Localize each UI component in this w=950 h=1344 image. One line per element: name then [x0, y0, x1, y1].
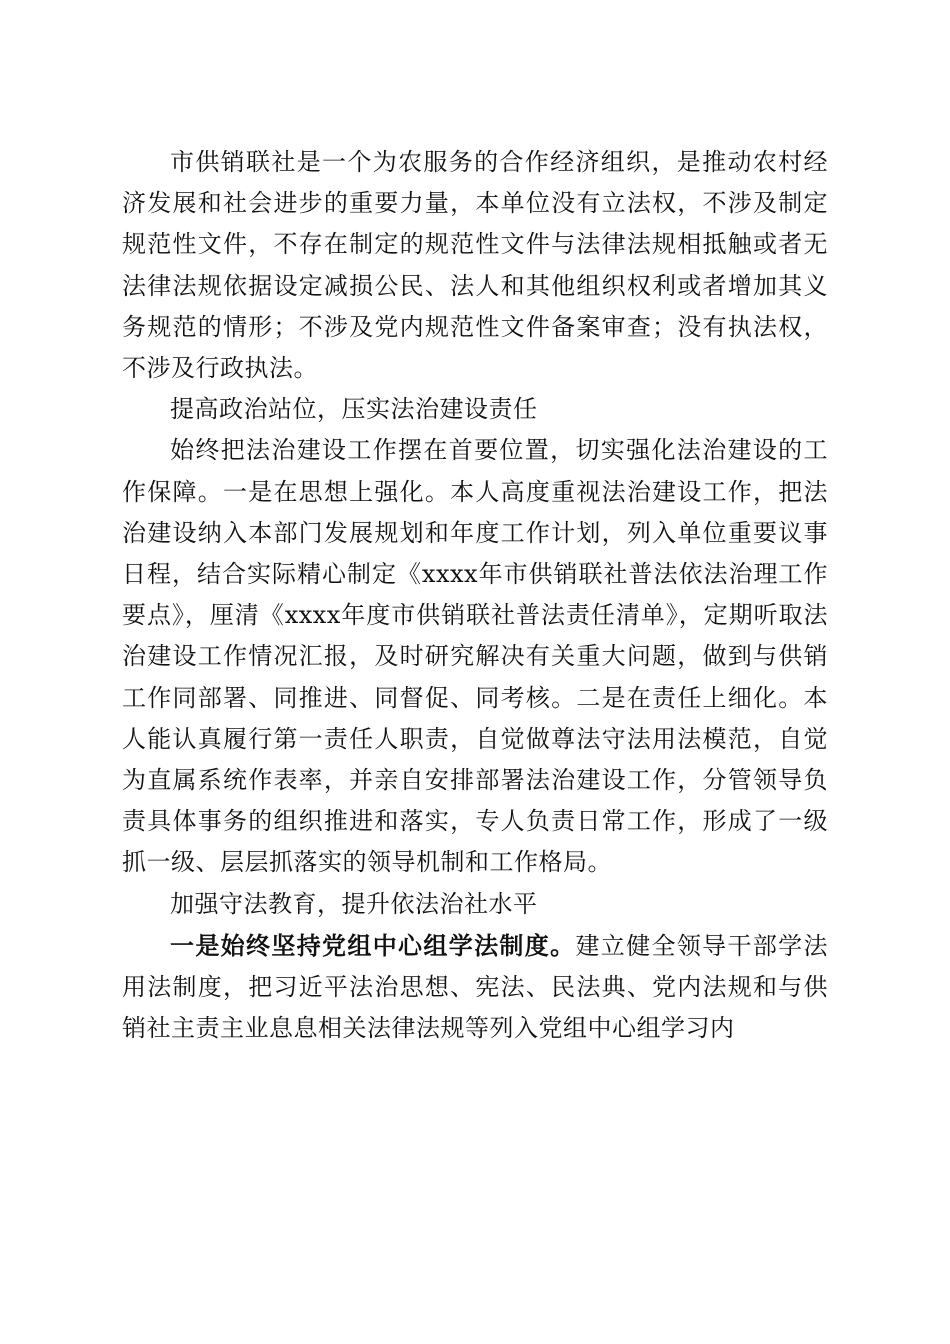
document-page — [122, 142, 828, 1049]
paragraph-intro: 市供销联社是一个为农服务的合作经济组织，是推动农村经济发展和社会进步的重要力量，本单位没有立法权，不涉及制定规范性文件，不存在制定的规范性文件与法律法规相抵触或者无法律法规依据设定减损公民、法人和其他组织权利或者增加其义务规范的情形；不涉及党内规范性文件备案审查；没有执法权，不涉及行政执法。 — [122, 148, 828, 383]
section-heading-1: 提高政治站位，压实法治建设责任 — [170, 395, 538, 424]
paragraph-study-system — [122, 925, 828, 1050]
paragraph-body-text: 建立健全领导干部学法用法制度，把习近平法治思想、宪法、民法典、党内法规和与供销社主责主业息息相关法律法规等列入党组中心组学习内 — [122, 931, 829, 1043]
paragraph-lead-phrase: 一是始终坚持党组中心组学法制度。 — [170, 930, 576, 960]
paragraph-responsibility: 始终把法治建设工作摆在首要位置，切实强化法治建设的工作保障。一是在思想上强化。本人高度重视法治建设工作，把法治建设纳入本部门发展规划和年度工作计划，列入单位重要议事日程，结合实际精心制定《xxxx年市供销联社普法依法治理工作要点》，厘清《xxxx年度市供销联社普法责任清单》，定期听取法治建设工作情况汇报，及时研究解决有关重大问题，做到与供销工作同部署、同推进、同督促、同考核。二是在责任上细化。本人能认真履行第一责任人职责，自觉做尊法守法用法模范，自觉为直属系统作表率，并亲自安排部署法治建设工作，分管领导负责具体事务的组织推进和落实，专人负责日常工作，形成了一级抓一级、层层抓落实的领导机制和工作格局。 — [122, 436, 828, 877]
section-heading-2: 加强守法教育，提升依法治社水平 — [170, 889, 538, 918]
